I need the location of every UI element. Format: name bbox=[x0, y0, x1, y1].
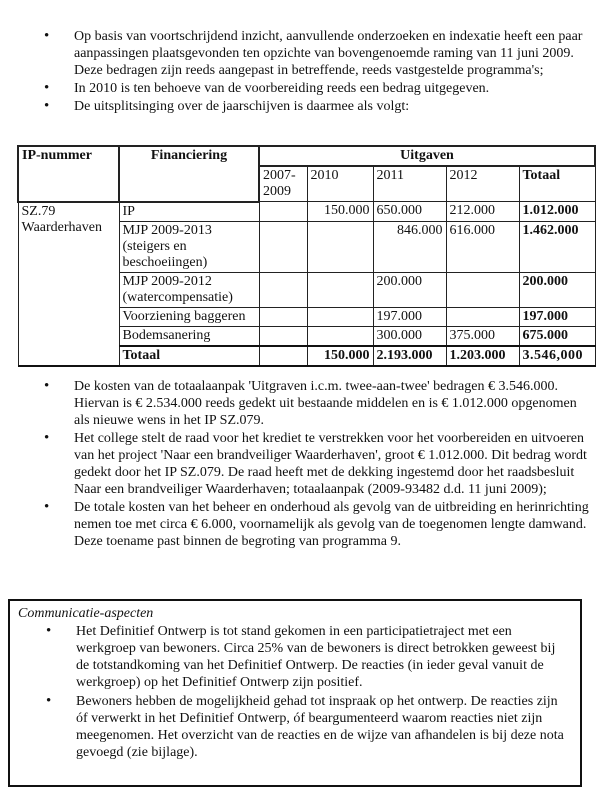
value-cell bbox=[259, 307, 307, 326]
value-cell: 616.000 bbox=[446, 221, 519, 272]
value-cell bbox=[307, 307, 373, 326]
header-financiering: Financiering bbox=[119, 146, 259, 202]
header-year: 2010 bbox=[307, 166, 373, 202]
bullet-item: • Het college stelt de raad voor het krediet te verstrekken voor het voorbereiden en uitvoeren van het project 'Naar een brandveiliger Waarderhaven', groot € 1.012.000. Dit bedrag wordt gedekt door het IP SZ.079. De raad heeft met de dekking ingestemd door het raadsbesluit Naar een brandveiliger Waarderhaven; totaalaanpak (2009-93482 d.d. 11 juni 2009); bbox=[0, 430, 600, 498]
value-cell: 375.000 bbox=[446, 326, 519, 346]
header-year: 2011 bbox=[373, 166, 446, 202]
communicatie-title: Communicatie-aspecten bbox=[18, 606, 154, 621]
bullet-item: • Het Definitief Ontwerp is tot stand gekomen in een participatietraject met een werkgroep van bewoners. Circa 25% van de bewoners is direct betrokken geweest bij de totstandkoming van het Definitief Ontwerp. De reacties (in ieder geval vanuit de werkgroep) op het Definitief Ontwerp zijn positief. bbox=[2, 623, 572, 691]
value-cell bbox=[446, 307, 519, 326]
bullet-item: • De uitsplitsinging over de jaarschijven is daarmee als volgt: bbox=[0, 98, 600, 115]
header-uitgaven: Uitgaven bbox=[259, 146, 595, 166]
value-cell bbox=[307, 272, 373, 307]
grand-total-cell: 3.546,000 bbox=[519, 346, 595, 366]
financiering-cell: MJP 2009-2012 (watercompensatie) bbox=[119, 272, 259, 307]
total-cell: 1.462.000 bbox=[519, 221, 595, 272]
financiering-cell: Voorziening baggeren bbox=[119, 307, 259, 326]
value-cell bbox=[259, 202, 307, 222]
value-cell bbox=[307, 326, 373, 346]
budget-table bbox=[17, 145, 596, 367]
bullet-item: • Bewoners hebben de mogelijkheid gehad tot inspraak op het ontwerp. De reacties zijn óf verwerkt in het Definitief Ontwerp, óf beargumenteerd waarom reacties niet zijn meegenomen. Het overzicht van de reacties en de wijze van afhandelen is bij deze nota gevoegd (zie bijlage). bbox=[2, 693, 572, 761]
total-cell: 200.000 bbox=[519, 272, 595, 307]
header-totaal: Totaal bbox=[519, 166, 595, 202]
value-cell bbox=[259, 326, 307, 346]
value-cell: 1.203.000 bbox=[446, 346, 519, 366]
header-year: 2007-2009 bbox=[259, 166, 307, 202]
value-cell: 150.000 bbox=[307, 346, 373, 366]
total-label: Totaal bbox=[119, 346, 259, 366]
value-cell: 150.000 bbox=[307, 202, 373, 222]
value-cell: 300.000 bbox=[373, 326, 446, 346]
total-cell: 675.000 bbox=[519, 326, 595, 346]
value-cell: 212.000 bbox=[446, 202, 519, 222]
value-cell bbox=[259, 221, 307, 272]
table-row bbox=[18, 202, 595, 222]
financiering-cell: IP bbox=[119, 202, 259, 222]
bullet-item: • In 2010 is ten behoeve van de voorbereiding reeds een bedrag uitgegeven. bbox=[0, 80, 600, 97]
communicatie-box bbox=[8, 599, 582, 787]
intro-bullet-list bbox=[0, 28, 600, 115]
financiering-cell: MJP 2009-2013 (steigers en beschoeiingen) bbox=[119, 221, 259, 272]
value-cell: 846.000 bbox=[373, 221, 446, 272]
ip-name: Waarderhaven bbox=[21, 219, 102, 235]
cost-bullet-list bbox=[0, 378, 600, 550]
communicatie-bullet-list bbox=[2, 623, 572, 761]
ip-cell bbox=[18, 202, 119, 366]
value-cell: 650.000 bbox=[373, 202, 446, 222]
value-cell: 200.000 bbox=[373, 272, 446, 307]
bullet-item: • Op basis van voortschrijdend inzicht, aanvullende onderzoeken en indexatie heeft een paar aanpassingen plaatsgevonden ten opzichte van bovengenoemde raming van 11 juni 2009. Deze bedragen zijn reeds aangepast in betreffende, reeds vastgestelde programma's; bbox=[0, 28, 600, 79]
ip-code: SZ.79 bbox=[21, 203, 56, 219]
bullet-item: • De kosten van de totaalaanpak 'Uitgraven i.c.m. twee-aan-twee' bedragen € 3.546.000. Hiervan is € 2.534.000 reeds gedekt uit bestaande middelen en is € 1.012.000 opgenomen als nieuwe wens in het IP SZ.079. bbox=[0, 378, 600, 429]
bullet-item: • De totale kosten van het beheer en onderhoud als gevolg van de uitbreiding en herinrichting nemen toe met circa € 6.000, voornamelijk als gevolg van de toegenomen lengte damwand. Deze toename past binnen de begroting van programma 9. bbox=[0, 499, 600, 550]
value-cell: 2.193.000 bbox=[373, 346, 446, 366]
financiering-cell: Bodemsanering bbox=[119, 326, 259, 346]
value-cell bbox=[259, 272, 307, 307]
header-ip-nummer: IP-nummer bbox=[18, 146, 119, 202]
value-cell: 197.000 bbox=[373, 307, 446, 326]
value-cell bbox=[307, 221, 373, 272]
value-cell bbox=[259, 346, 307, 366]
total-cell: 197.000 bbox=[519, 307, 595, 326]
value-cell bbox=[446, 272, 519, 307]
total-cell: 1.012.000 bbox=[519, 202, 595, 222]
header-year: 2012 bbox=[446, 166, 519, 202]
